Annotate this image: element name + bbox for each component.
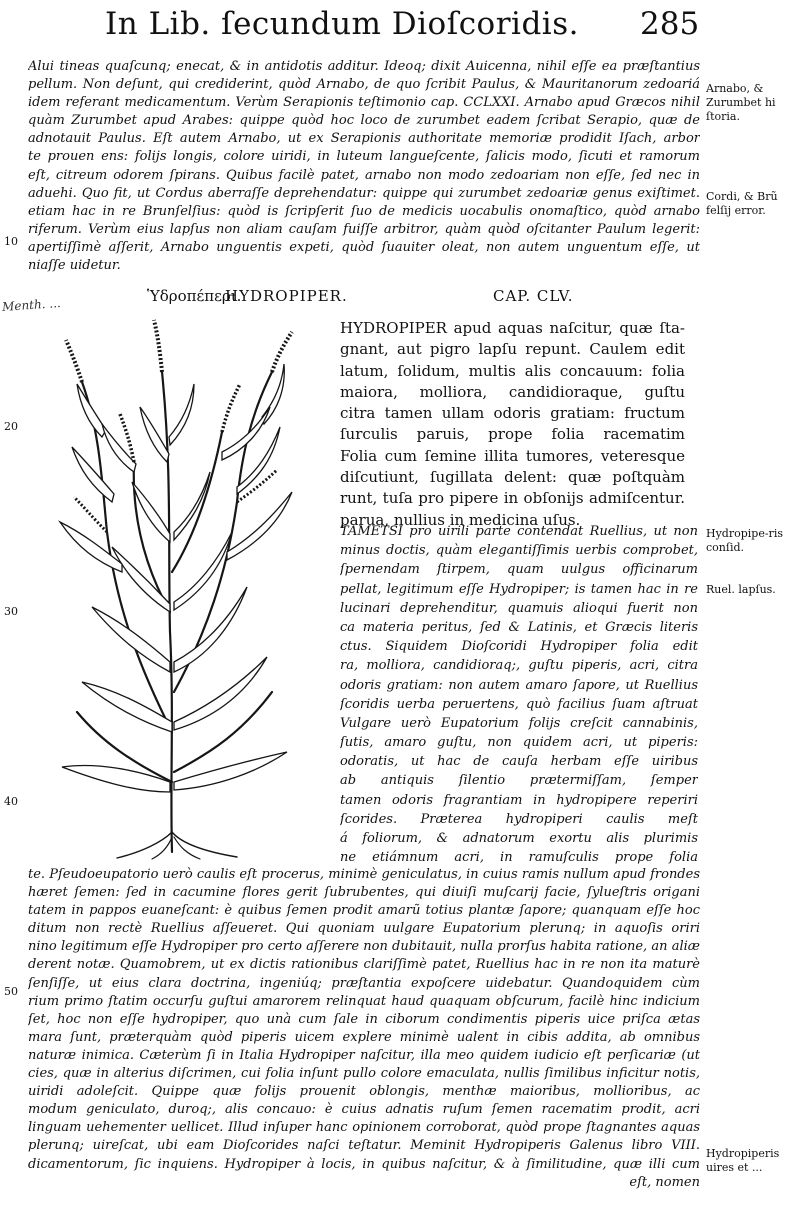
greek-plant-name: Ὑδροπέπερι. [147, 287, 242, 305]
text-line: rium primo ſtatim occurſu guſtui amarorem relinquat haud quaquam obſcurum, facilè hinc indicium [28, 993, 700, 1009]
text-line: modum geniculato, duroq;, alis concauo: è cuius adnatis ruſum ſemen racematim prodit, acri [28, 1102, 700, 1118]
margin-note: Arnabo, & Zurumbet hi ſtoria. [706, 82, 776, 123]
text-line: citra tamen ullam odoris gratiam: fructum [340, 404, 685, 423]
commentary-beside-figure [340, 522, 698, 867]
chapter-number: CAP. CLV. [493, 287, 574, 305]
text-line: adnotauit Paulus. Eſt autem Arnabo, ut ex Serapionis authoritate memoriæ prodidit Iſach, arbor [28, 131, 700, 147]
text-line: ne etiámnum acri, in ramuſculis prope folia [340, 850, 698, 866]
text-line: aduehi. Quo fit, ut Cordus aberraſſe deprehendatur: quippe qui zurumbet zedoariæ genus exiſtimet. [28, 185, 700, 201]
line-number: 40 [4, 795, 18, 808]
text-line: eſt, citreum odorem ſpirans. Quibus facilè patet, arnabo non modo zedoariam non eſſe, ſed nec in [28, 167, 700, 183]
text-line: cies, quæ in alterius diſcrimen, cui folia inſunt pullo colore emaculata, nullis ſimilibus inficitur notis, [28, 1066, 700, 1082]
text-line: derent notæ. Quamobrem, ut ex dictis rationibus clariſſimè patet, Ruellius hac in re non ita maturè [28, 957, 700, 973]
text-line: ſenſiſſe, ut eius clara doctrina, ingeniúq; præſtantia expoſcere uidebatur. Quandoquidem cùm [28, 975, 700, 991]
text-line: eſt, nomen [629, 1174, 700, 1190]
handwritten-annotation: Menth. ... [1, 295, 62, 315]
chapter-heading [30, 287, 710, 309]
text-line: pellum. Non deſunt, qui crediderint, quòd Arnabo, de quo ſcribit Paulus, & Mauritanorum zedoariá [28, 77, 700, 93]
text-line: Alui tineas quaſcunq; enecat, & in antidotis additur. Ideoq; dixit Auicenna, nihil eſſe ea præſtantius [28, 59, 700, 74]
text-line: hæret ſemen: ſed in cacumine flores gerit ſubrubentes, qui diuiſi muſcarij facie, ſylueſtris origani [28, 885, 700, 901]
commentary-top [28, 58, 700, 275]
text-line: apertiſſimè aſſerit, Arnabo unguentis expeti, quòd ſuauiter oleat, non autem unguentum eſſe, ut [28, 239, 700, 255]
text-line: Folia cum ſemine illita tumores, veteresque [340, 446, 685, 465]
text-line: te. Pſeudoeupatorio uerò caulis eſt procerus, minimè geniculatus, in cuius ramis nullum apud frondes [28, 867, 700, 882]
text-line: nino legitimum eſſe Hydropiper pro certo aſſerere non dubitauit, nulla prorſus habita ratione, an aliæ [28, 939, 700, 955]
text-line: á foliorum, & adnatorum exortu alis plurimis [340, 831, 698, 846]
commentary-bottom [28, 866, 700, 1192]
text-line: niaſſe uidetur. [28, 258, 121, 274]
text-line: ditum non rectè Ruellius aſſeueret. Qui quoniam uulgare Eupatorium plerunq; in aquoſis oriri [28, 921, 700, 937]
latin-plant-name: HYDROPIPER. [225, 287, 348, 305]
text-line: naturæ inimica. Cæterùm ſi in Italia Hydropiper naſcitur, illa meo quidem iudicio eſt perſicariæ (ut [28, 1047, 700, 1063]
text-line: odoratis, ut hac de cauſa herbam eſſe uiribus [340, 754, 698, 770]
text-line: quàm Zurumbet apud Arabes: quippe quòd hoc loco de zurumbet eadem ſcribat Serapio, quæ de [28, 113, 700, 129]
text-line: pellat, legitimum eſſe Hydropiper; is tamen hac in re [340, 581, 698, 597]
text-line: ra, molliora, candidioraq;, guſtu piperis, acri, citra [340, 658, 698, 674]
text-line: ab antiquis ſilentio prætermiſſam, ſemper [340, 773, 698, 789]
text-line: ca materia peritus, ſed & Latinis, et Græcis literis [340, 619, 698, 635]
margin-note: Cordi, & Brũ felſij error. [706, 190, 778, 217]
page-number: 285 [640, 6, 700, 42]
text-line: riferum. Verùm eius lapſus non aliam cauſam fuiſſe arbitror, quàm quòd oſcitanter Paulum legerit: [28, 221, 700, 237]
text-line: ctus. Siquidem Dioſcoridi Hydropiper folia edit [340, 639, 698, 655]
line-number: 20 [4, 420, 18, 433]
text-line: odoris gratiam: non autem amaro ſapore, ut Ruellius [340, 677, 698, 693]
text-line: maiora, molliora, candidioraque, guſtu [340, 382, 685, 401]
text-line: tatem in pappos euaneſcant: è quibus ſemen prodit amarũ totius plantæ ſapore; quanquam eſſe hoc [28, 903, 700, 919]
text-line: ſutis, amaro guſtu, non quidem acri, ut piperis: [340, 735, 698, 751]
text-line: idem referant medicamentum. Verùm Serapionis teſtimonio cap. CCLXXI. Arnabo apud Græcos nihil [28, 95, 700, 111]
margin-note: Hydropipe-ris conſid. [706, 527, 783, 554]
text-line: etiam hac in re Brunſelſius: quòd is ſcripſerit ſuo de medicis uocabulis onomaſtico, quòd arnabo [28, 203, 700, 219]
text-line: ſurculis paruis, prope folia racematim [340, 425, 685, 444]
line-number: 30 [4, 605, 18, 618]
line-number: 50 [4, 985, 18, 998]
text-line: te prouen ens: folijs longis, colore uiridi, in luteum langueſcente, ſalicis modo, ſicuti et ramorum [28, 149, 700, 165]
text-line: mara ſunt, præterquàm quòd piperis uicem explere minimè ualent in cibis addita, ab omnibus [28, 1029, 700, 1045]
text-line: parua, nullius in medicina uſus. [340, 510, 581, 529]
text-line: diſcutiunt, ſugillata delent: quæ poſtquàm [340, 468, 685, 487]
text-line: minus doctis, quàm elegantiſſimis uerbis comprobet, [340, 543, 698, 559]
text-line: uiridi adoleſcit. Quippe quæ folijs prouenit oblongis, menthæ maioribus, mollioribus, ac [28, 1084, 700, 1100]
text-line: lucinari deprehenditur, quamuis alioqui fuerit non [340, 600, 698, 616]
text-line: linguam uehementer uellicet. Illud inſuper hanc opinionem corroborat, quòd prope ſtagnantes aquas [28, 1120, 700, 1136]
margin-note: Ruel. lapſus. [706, 583, 776, 596]
margin-note: Hydropiperis uires et ... [706, 1147, 780, 1174]
dioscorides-text [340, 318, 685, 531]
text-line: ſcoridis uerba peruertens, quò facilius ſuam aſtruat [340, 696, 698, 712]
text-line: dicamentorum, ſic inquiens. Hydropiper à locis, in quibus naſcitur, & à ſimilitudine, quæ illi cum [28, 1156, 700, 1172]
text-line: gnant, aut pigro lapſu repunt. Caulem edit [340, 340, 685, 359]
text-line: runt, tuſa pro pipere in obſonijs admiſcentur. [340, 489, 685, 508]
text-line: HYDROPIPER apud aquas naſcitur, quæ ſta- [340, 319, 685, 337]
text-line: ſpernendam ſtirpem, quam uulgus officinarum [340, 562, 698, 578]
text-line: TAMETSI pro uirili parte contendat Ruellius, ut non [340, 524, 698, 539]
text-line: plerunq; uireſcat, ubi eam Dioſcorides naſci teſtatur. Meminit Hydropiperis Galenus libro VIII. [28, 1138, 700, 1154]
text-line: tamen odoris fragrantiam in hydropipere reperiri [340, 792, 698, 808]
text-line: latum, ſolidum, multis alis concauum: folia [340, 361, 685, 380]
line-number: 10 [4, 235, 18, 248]
text-line: ſet, hoc non eſſe hydropiper, quo unà cum ſale in ciborum condimentis piperis uice priſca ætas [28, 1011, 700, 1027]
text-line: ſcorides. Præterea hydropiperi caulis meſt [340, 811, 698, 827]
hydropiper-woodcut-illustration [22, 312, 332, 860]
running-title: In Lib. ſecundum Dioſcoridis. [105, 6, 579, 42]
text-line: Vulgare uerò Eupatorium folijs creſcit cannabinis, [340, 715, 698, 731]
